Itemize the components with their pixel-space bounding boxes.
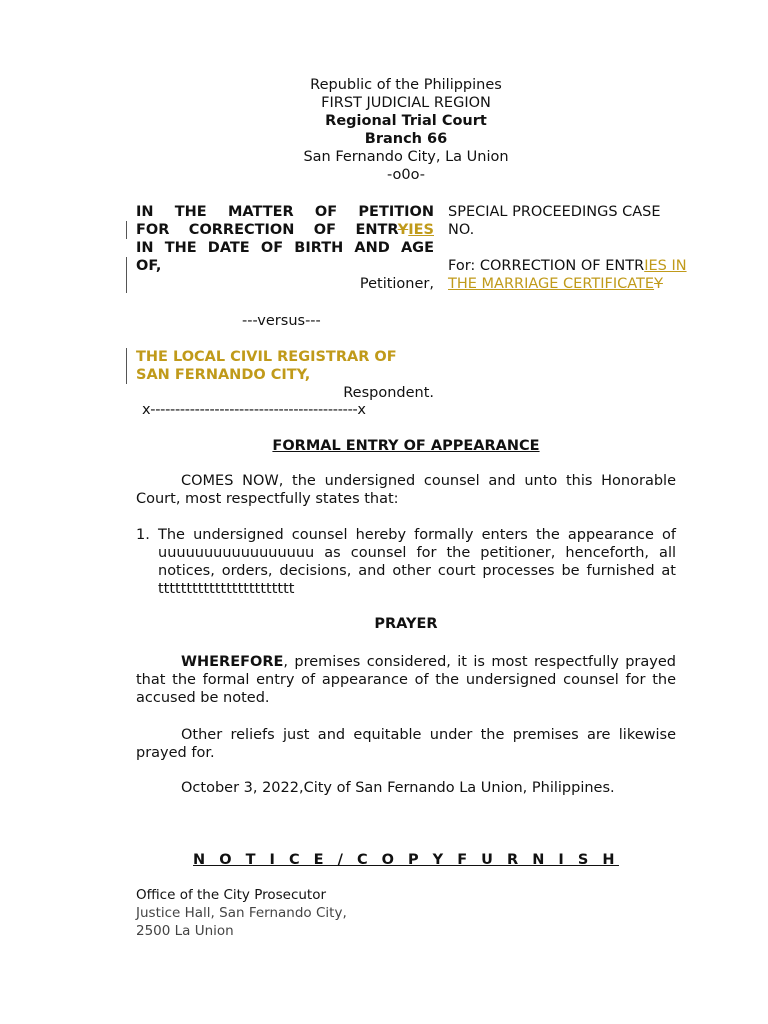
deleted-text: Y [397, 222, 409, 238]
header-city: San Fernando City, La Union [303, 149, 509, 165]
item-number: 1. [136, 527, 150, 543]
deleted-text: Y [654, 276, 663, 292]
case-subject-cont [448, 275, 728, 293]
inserted-text: IES [408, 222, 434, 238]
petitioner-label: Petitioner, [359, 276, 434, 292]
case-subject [448, 257, 728, 275]
revision-bar [126, 257, 127, 293]
caption-line: IN THE MATTER OF PETITION [136, 204, 434, 220]
caption-line [136, 221, 434, 239]
case-caption-left [136, 203, 434, 293]
furnish-office: Office of the City Prosecutor [136, 887, 327, 903]
case-caption-right [448, 203, 728, 293]
versus-line: ---versus--- [242, 313, 321, 329]
header-court: Regional Trial Court [325, 113, 487, 129]
caption-closing-line: x------------------------------------------x [142, 402, 366, 418]
caption-line: IN THE DATE OF BIRTH AND AGE [136, 240, 434, 256]
respondent-name: THE LOCAL CIVIL REGISTRAR OF [136, 349, 397, 365]
prayer-paragraph [136, 653, 676, 707]
item-text: The undersigned counsel hereby formally enters the appearance of uuuuuuuuuuuuuuuuu as counsel for the petitioner, henceforth, all notices, orders, decisions, and other court processes be furnished at tttttttttttttttttttttttt [158, 527, 676, 597]
respondent-block [136, 348, 434, 402]
revision-bar [126, 221, 127, 239]
caption-line: OF, [136, 258, 162, 274]
intro-paragraph: COMES NOW, the undersigned counsel and unto this Honorable Court, most respectfully states that: [136, 473, 676, 507]
notice-heading: N O T I C E / C O P Y F U R N I S H [193, 852, 619, 868]
prayer-text: , premises considered, it is most respectfully prayed that the formal entry of appearance of the undersigned counsel for the accused be noted. [136, 654, 676, 706]
revision-bar [126, 348, 127, 384]
respondent-name: SAN FERNANDO CITY, [136, 367, 311, 383]
prayer-lead: WHEREFORE [181, 654, 284, 670]
header-region: FIRST JUDICIAL REGION [321, 95, 491, 111]
case-number: NO. [448, 222, 475, 238]
numbered-item [136, 526, 676, 598]
furnish-address: Justice Hall, San Fernando City, [136, 905, 347, 921]
inserted-text: THE MARRIAGE CERTIFICATE [448, 276, 655, 292]
case-type: SPECIAL PROCEEDINGS CASE [448, 204, 661, 220]
furnish-postal: 2500 La Union [136, 923, 234, 939]
header-republic: Republic of the Philippines [310, 77, 502, 93]
prayer-heading: PRAYER [374, 616, 438, 632]
date-line: October 3, 2022,City of San Fernando La Union, Philippines. [181, 780, 615, 796]
court-header [200, 76, 612, 184]
respondent-label: Respondent. [343, 385, 434, 401]
reliefs-paragraph: Other reliefs just and equitable under the premises are likewise prayed for. [136, 727, 676, 761]
document-title: FORMAL ENTRY OF APPEARANCE [272, 438, 540, 454]
furnish-block [136, 886, 347, 940]
inserted-text: IES IN [644, 258, 687, 274]
subject-text: For: CORRECTION OF ENTR [448, 258, 645, 274]
caption-text: FOR CORRECTION OF ENTR [136, 222, 398, 238]
header-separator: -o0o- [387, 167, 425, 183]
header-branch: Branch 66 [364, 131, 448, 147]
